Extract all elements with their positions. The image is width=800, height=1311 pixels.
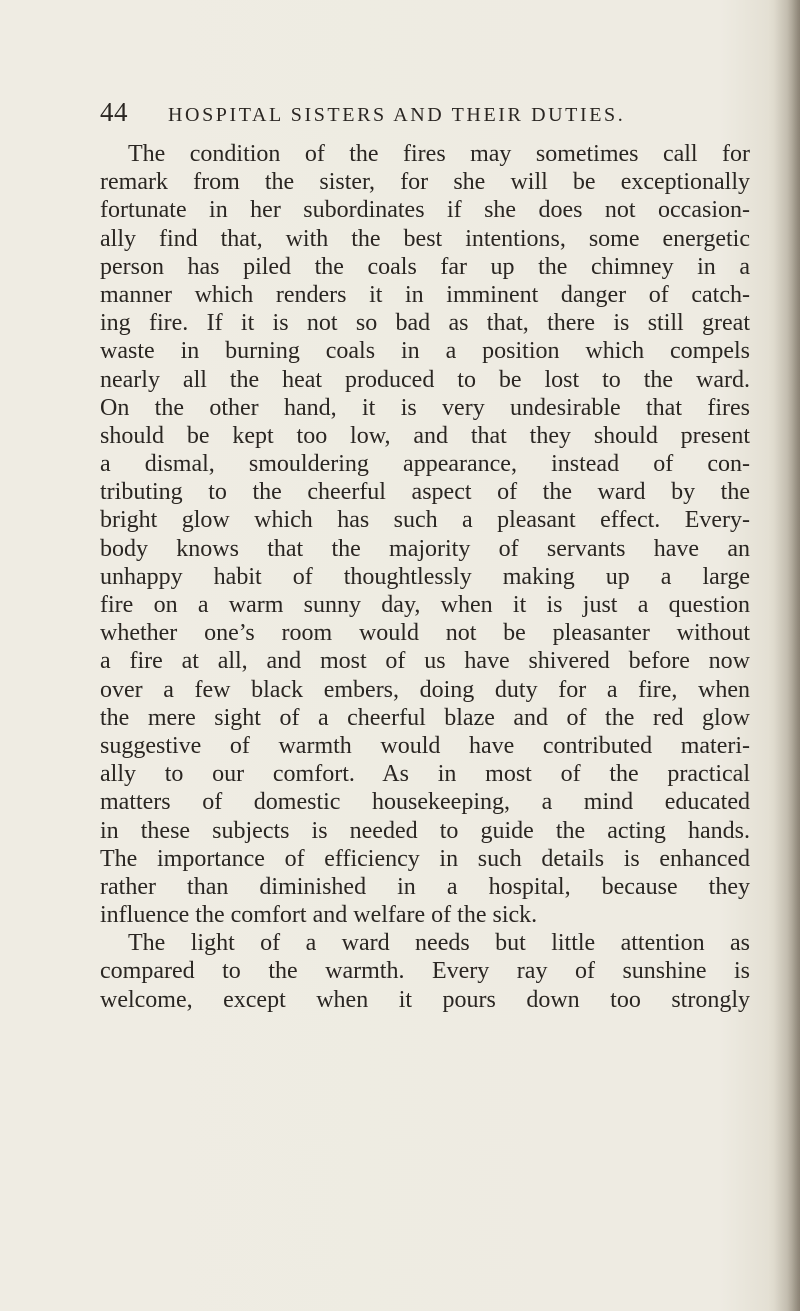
text-line: a dismal, smouldering appearance, instead of con-: [100, 451, 750, 478]
text-line: fire on a warm sunny day, when it is just a question: [100, 592, 750, 618]
text-line: person has piled the coals far up the chimney in a: [100, 253, 750, 280]
page-edge-shadow: [774, 0, 800, 1311]
text-line: ally to our comfort. As in most of the practical: [100, 761, 750, 788]
text-line: tributing to the cheerful aspect of the ward by the: [100, 479, 750, 506]
running-head-title: HOSPITAL SISTERS AND THEIR DUTIES.: [168, 104, 626, 126]
text-line: ing fire. If it is not so bad as that, there is still great: [100, 310, 750, 337]
text-line: a fire at all, and most of us have shivered before now: [100, 648, 750, 675]
text-line: compared to the warmth. Every ray of sunshine is: [100, 958, 750, 985]
body-text: [100, 140, 750, 1014]
text-line: suggestive of warmth would have contributed materi-: [100, 732, 750, 759]
text-line: The importance of efficiency in such details is enhanced: [100, 845, 750, 872]
text-line: should be kept too low, and that they should present: [100, 422, 750, 449]
text-line: manner which renders it in imminent danger of catch-: [100, 281, 750, 308]
text-line: over a few black embers, doing duty for a fire, when: [100, 676, 750, 703]
text-line: the mere sight of a cheerful blaze and of the red glow: [100, 704, 750, 731]
running-head: [100, 97, 740, 133]
text-line: whether one’s room would not be pleasanter without: [100, 620, 750, 647]
text-line: nearly all the heat produced to be lost to the ward.: [100, 366, 750, 393]
text-line: The condition of the fires may sometimes call for: [128, 141, 750, 167]
page-number: 44: [100, 97, 128, 127]
text-line: waste in burning coals in a position which compels: [100, 338, 750, 365]
text-line: ally find that, with the best intentions, some energetic: [100, 225, 750, 252]
text-line: bright glow which has such a pleasant effect. Every-: [100, 507, 750, 534]
paragraph: [100, 929, 750, 1014]
text-line: body knows that the majority of servants have an: [100, 535, 750, 562]
text-line: matters of domestic housekeeping, a mind educated: [100, 789, 750, 816]
text-line: fortunate in her subordinates if she does not occasion-: [100, 197, 750, 224]
text-line: unhappy habit of thoughtlessly making up a large: [100, 563, 750, 590]
text-line: rather than diminished in a hospital, because they: [100, 873, 750, 900]
text-line: welcome, except when it pours down too strongly: [100, 986, 750, 1013]
text-line: remark from the sister, for she will be exceptionally: [100, 169, 750, 196]
text-line: in these subjects is needed to guide the acting hands.: [100, 817, 750, 844]
paragraph: [100, 140, 750, 929]
text-line: On the other hand, it is very undesirable that fires: [100, 394, 750, 421]
text-line: The light of a ward needs but little attention as: [128, 930, 750, 957]
text-line: influence the comfort and welfare of the sick.: [100, 902, 538, 929]
